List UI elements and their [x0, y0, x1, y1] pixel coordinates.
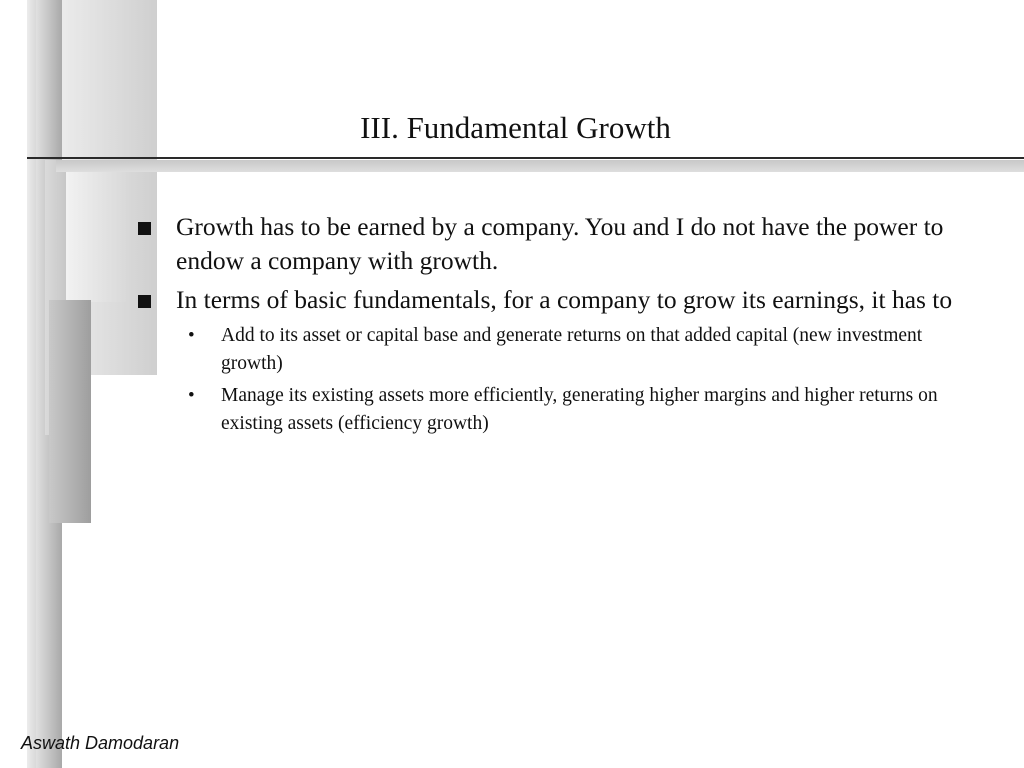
- bullet-item: [134, 210, 984, 278]
- square-bullet-icon: [138, 222, 151, 235]
- sub-bullet-text: Add to its asset or capital base and generate returns on that added capital (new investment growth): [221, 325, 923, 374]
- square-bullet-icon: [138, 295, 151, 308]
- bullet-text: Growth has to be earned by a company. You and I do not have the power to endow a company with growth.: [176, 212, 944, 275]
- bullet-item: [134, 283, 984, 317]
- sub-bullet-item: [134, 382, 984, 438]
- dot-bullet-icon: •: [188, 385, 195, 406]
- slide-content: [134, 210, 984, 442]
- sub-bullet-text: Manage its existing assets more efficiently, generating higher margins and higher returns on existing assets (efficiency growth): [221, 385, 938, 434]
- title-divider-shadow: [56, 160, 1024, 172]
- slide-title: III. Fundamental Growth: [360, 110, 671, 145]
- footer-author: Aswath Damodaran: [21, 733, 180, 753]
- decorative-bar: [66, 172, 126, 302]
- sub-bullet-item: [134, 322, 984, 378]
- title-divider: [27, 157, 1024, 159]
- bullet-text: In terms of basic fundamentals, for a company to grow its earnings, it has to: [176, 285, 953, 314]
- decorative-bar: [49, 300, 91, 523]
- dot-bullet-icon: •: [188, 325, 195, 346]
